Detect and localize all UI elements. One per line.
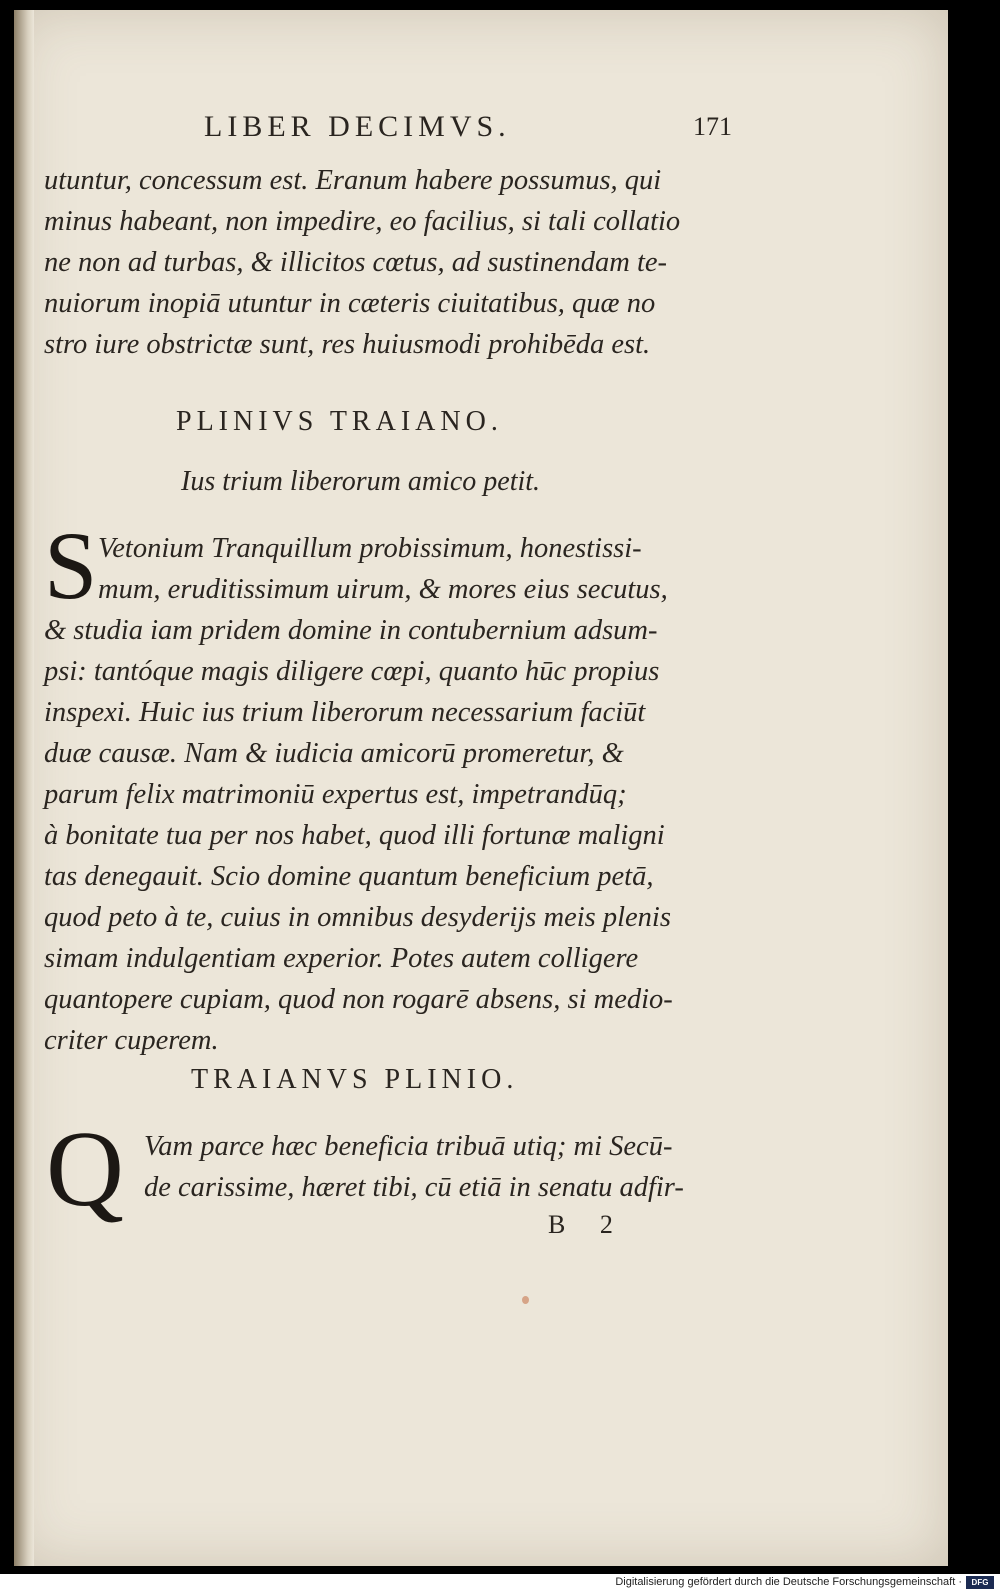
drop-cap-s: S bbox=[44, 512, 98, 619]
text-line: de carissime, hæret tibi, cū etiā in senatu adfir- bbox=[144, 1172, 684, 1203]
book-page bbox=[14, 10, 948, 1566]
footer-credit: Digitalisierung gefördert durch die Deutsche Forschungsgemeinschaft · bbox=[615, 1576, 962, 1588]
text-line: nuiorum inopiā utuntur in cæteris ciuitatibus, quæ no bbox=[44, 288, 656, 319]
text-line: à bonitate tua per nos habet, quod illi fortunæ maligni bbox=[44, 820, 665, 851]
text-line: Vetonium Tranquillum probissimum, honestissi- bbox=[98, 533, 642, 564]
text-line: ne non ad turbas, & illicitos cœtus, ad sustinendam te- bbox=[44, 247, 668, 278]
text-line: psi: tantóque magis diligere cœpi, quanto hūc propius bbox=[44, 656, 660, 687]
paper-stain bbox=[522, 1296, 529, 1304]
text-line: simam indulgentiam experior. Potes autem colligere bbox=[44, 943, 639, 974]
running-title: LIBER DECIMVS. bbox=[204, 110, 511, 143]
letter-2-body bbox=[144, 1126, 684, 1208]
letter-heading-plinius: PLINIVS TRAIANO. bbox=[176, 406, 503, 437]
text-line: criter cuperem. bbox=[44, 1025, 219, 1056]
letter-1-lines-indented bbox=[98, 528, 668, 610]
text-line: stro iure obstrictæ sunt, res huiusmodi prohibēda est. bbox=[44, 329, 651, 360]
letter-subheading: Ius trium liberorum amico petit. bbox=[181, 466, 541, 497]
text-line: inspexi. Huic ius trium liberorum necessarium faciūt bbox=[44, 697, 646, 728]
text-line: duæ causæ. Nam & iudicia amicorū promeretur, & bbox=[44, 738, 624, 769]
text-line: parum felix matrimoniū expertus est, impetrandūq; bbox=[44, 779, 627, 810]
page-gutter bbox=[14, 10, 34, 1566]
letter-1-body bbox=[44, 610, 673, 1061]
text-line: mum, eruditissimum uirum, & mores eius secutus, bbox=[98, 574, 668, 605]
text-line: minus habeant, non impedire, eo facilius, si tali collatio bbox=[44, 206, 681, 237]
text-line: quod peto à te, cuius in omnibus desyderijs meis plenis bbox=[44, 902, 671, 933]
signature-mark: B 2 bbox=[548, 1210, 627, 1239]
dfg-logo-icon: DFG bbox=[966, 1576, 994, 1589]
letter-heading-traianus: TRAIANVS PLINIO. bbox=[191, 1064, 519, 1095]
text-line: utuntur, concessum est. Eranum habere possumus, qui bbox=[44, 165, 662, 196]
running-head bbox=[204, 110, 732, 146]
opening-paragraph bbox=[44, 160, 680, 365]
text-line: quantopere cupiam, quod non rogarē absens, si medio- bbox=[44, 984, 673, 1015]
text-line: & studia iam pridem domine in contubernium adsum- bbox=[44, 615, 658, 646]
folio-number: 171 bbox=[693, 112, 732, 141]
text-line: Vam parce hæc beneficia tribuā utiq; mi Secū- bbox=[144, 1131, 673, 1162]
footer-bar bbox=[0, 1574, 1000, 1592]
drop-cap-q: Q bbox=[46, 1110, 124, 1229]
text-line: tas denegauit. Scio domine quantum beneficium petā, bbox=[44, 861, 654, 892]
